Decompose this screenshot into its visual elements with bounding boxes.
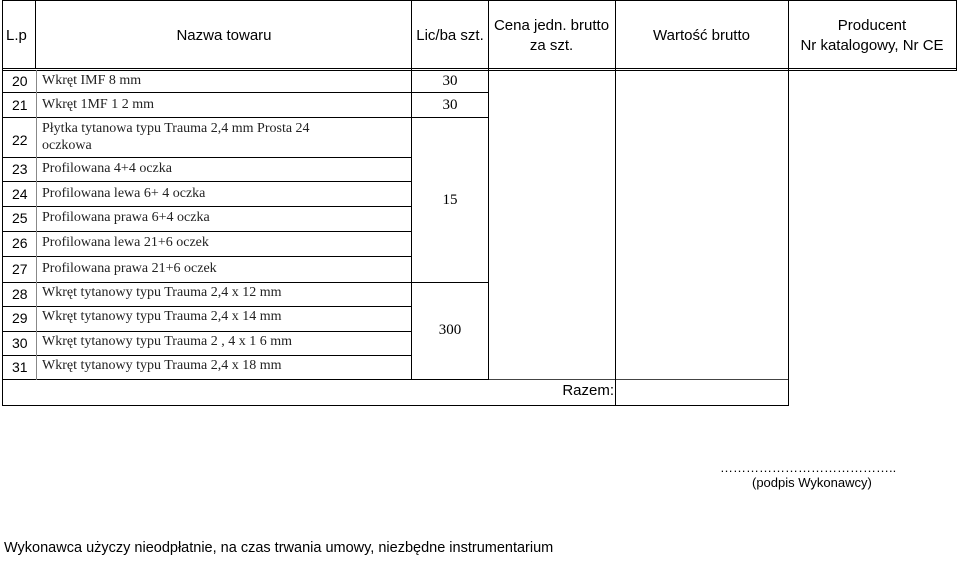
total-row-top <box>488 379 788 380</box>
row-sep <box>2 92 488 93</box>
row-name: Wkręt tytanowy typu Trauma 2 , 4 x 1 6 mm <box>42 334 293 349</box>
signature-dots: ………………………………….. <box>720 460 897 475</box>
table-top-border <box>2 0 957 1</box>
row-lp: 31 <box>12 359 28 375</box>
table-bottom-border <box>2 405 788 406</box>
col-sep-lp <box>35 0 36 68</box>
merged-qty-plates: 15 <box>442 192 458 208</box>
row-sep <box>2 282 488 283</box>
row-name-line1: Płytka tytanowa typu Trauma 2,4 mm Prosta 24 <box>42 121 310 136</box>
col-sep-qty <box>488 0 489 380</box>
header-producer-1: Producent <box>837 17 907 34</box>
row-sep <box>2 157 411 158</box>
header-name: Nazwa towaru <box>176 27 272 44</box>
row-name: Wkręt 1MF 1 2 mm <box>42 97 154 112</box>
col-sep-name <box>411 0 412 380</box>
row-sep <box>2 379 488 380</box>
col-right-border <box>956 0 957 70</box>
row-name: Wkręt tytanowy typu Trauma 2,4 x 12 mm <box>42 285 282 300</box>
row-name-line2: oczkowa <box>42 138 92 153</box>
row-name: Profilowana 4+4 oczka <box>42 161 172 176</box>
row-lp: 30 <box>12 335 28 351</box>
row-qty: 30 <box>442 97 458 113</box>
row-lp: 20 <box>12 73 28 89</box>
row-name: Profilowana lewa 6+ 4 oczka <box>42 186 206 201</box>
row-lp: 22 <box>12 132 28 148</box>
header-lp: L.p <box>6 27 27 44</box>
row-sep <box>2 306 411 307</box>
header-bottom-border <box>2 68 957 69</box>
row-lp: 24 <box>12 186 28 202</box>
footer-note: Wykonawca użyczy nieodpłatnie, na czas trwania umowy, niezbędne instrumentarium <box>4 540 554 556</box>
header-producer-2: Nr katalogowy, Nr CE <box>800 37 944 54</box>
row-lp: 21 <box>12 97 28 113</box>
col-sep-lp-body <box>36 70 37 380</box>
merged-qty-screws: 300 <box>438 322 462 338</box>
row-sep <box>2 331 411 332</box>
row-sep <box>2 117 488 118</box>
header-qty: Lic/ba szt. <box>416 27 484 44</box>
row-sep <box>2 256 411 257</box>
row-name: Wkręt tytanowy typu Trauma 2,4 x 18 mm <box>42 358 282 373</box>
total-label: Razem: <box>562 382 614 399</box>
header-value: Wartość brutto <box>653 27 750 44</box>
row-name: Wkręt tytanowy typu Trauma 2,4 x 14 mm <box>42 309 282 324</box>
col-sep-price <box>615 0 616 406</box>
row-lp: 28 <box>12 286 28 302</box>
row-lp: 29 <box>12 310 28 326</box>
row-name: Profilowana lewa 21+6 oczek <box>42 235 209 250</box>
col-left-border <box>2 0 3 406</box>
row-sep <box>2 355 411 356</box>
signature-caption: (podpis Wykonawcy) <box>752 475 872 490</box>
row-name: Profilowana prawa 6+4 oczka <box>42 210 210 225</box>
price-table <box>2 0 957 406</box>
row-lp: 23 <box>12 161 28 177</box>
row-name: Wkręt IMF 8 mm <box>42 73 142 88</box>
row-lp: 25 <box>12 210 28 226</box>
header-bottom-border-2 <box>2 70 957 71</box>
col-sep-value <box>788 0 789 406</box>
header-unit-price-1: Cena jedn. brutto <box>493 17 610 34</box>
header-unit-price-2: za szt. <box>529 37 574 54</box>
row-lp: 26 <box>12 235 28 251</box>
row-lp: 27 <box>12 261 28 277</box>
row-sep <box>2 181 411 182</box>
row-sep <box>2 206 411 207</box>
row-sep <box>2 231 411 232</box>
row-qty: 30 <box>442 73 458 89</box>
row-name: Profilowana prawa 21+6 oczek <box>42 261 217 276</box>
